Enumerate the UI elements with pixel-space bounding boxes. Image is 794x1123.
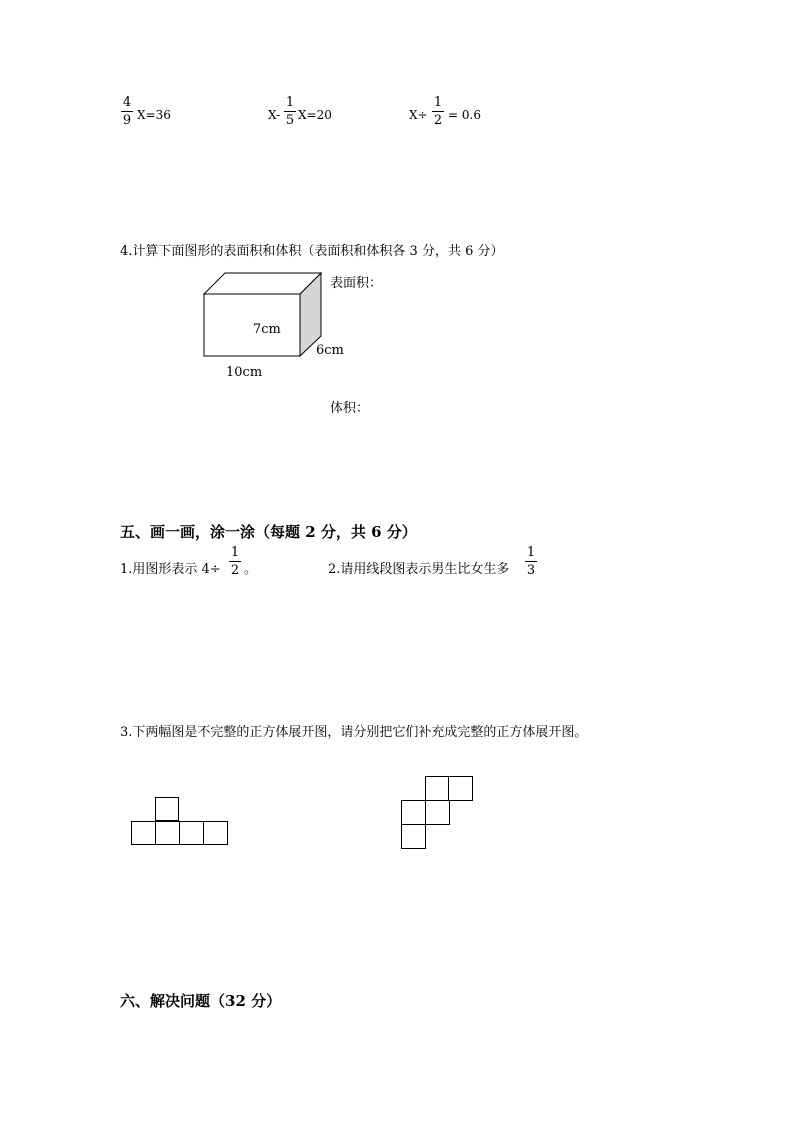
s5-q1-numerator: 1 — [230, 545, 240, 560]
net-left-square — [155, 797, 179, 821]
section6-heading: 六、解决问题（32 分） — [120, 992, 282, 1010]
surface-area-label: 表面积： — [330, 276, 383, 291]
cuboid-top-face — [204, 273, 321, 294]
section5-heading: 五、画一画，涂一涂（每题 2 分，共 6 分） — [120, 523, 417, 541]
net-right-square — [448, 776, 473, 801]
s5-q1-fraction — [229, 546, 241, 577]
net-left-square — [131, 821, 156, 845]
s5-q1-denominator: 2 — [230, 563, 240, 578]
net-left-square — [203, 821, 228, 845]
s5-q2-denominator: 3 — [526, 563, 536, 578]
s5-q2-text: 2.请用线段图表示男生比女生多 — [328, 562, 510, 577]
dim-height-label: 7cm — [253, 322, 281, 337]
eq1-numerator: 4 — [122, 95, 132, 110]
eq2-denominator: 5 — [285, 113, 295, 128]
net-right-square — [425, 800, 450, 825]
eq2-prefix: X- — [268, 108, 281, 122]
cuboid-front-face — [204, 294, 300, 356]
net-left-square — [155, 821, 180, 845]
volume-label: 体积： — [330, 401, 370, 416]
s5-q1-text: 1.用图形表示 4÷ — [120, 562, 221, 577]
s5-q1-tail: 。 — [244, 562, 258, 577]
s5-q2-fraction — [525, 546, 537, 577]
eq3-denominator: 2 — [433, 113, 443, 128]
cuboid-figure — [195, 265, 335, 365]
eq1-fraction — [121, 96, 133, 127]
s5-q3-text: 3.下两幅图是不完整的正方体展开图，请分别把它们补充成完整的正方体展开图。 — [120, 725, 588, 740]
dim-length-label: 10cm — [226, 365, 263, 380]
eq2-rest: X=20 — [298, 108, 332, 122]
eq1-denominator: 9 — [122, 113, 132, 128]
net-right-square — [401, 800, 426, 825]
net-left-square — [179, 821, 204, 845]
eq2-numerator: 1 — [285, 95, 295, 110]
eq3-rest: = 0.6 — [448, 108, 481, 122]
s5-q2-numerator: 1 — [526, 545, 536, 560]
eq3-numerator: 1 — [433, 95, 443, 110]
net-right-square — [401, 824, 426, 849]
net-right-square — [425, 776, 449, 801]
eq1-rest: X=36 — [137, 108, 171, 122]
dim-depth-label: 6cm — [316, 343, 344, 358]
eq3-prefix: X÷ — [409, 108, 428, 122]
q4-title: 4.计算下面图形的表面积和体积（表面积和体积各 3 分，共 6 分） — [120, 244, 504, 259]
eq3-fraction — [432, 96, 444, 127]
eq2-fraction — [284, 96, 296, 127]
